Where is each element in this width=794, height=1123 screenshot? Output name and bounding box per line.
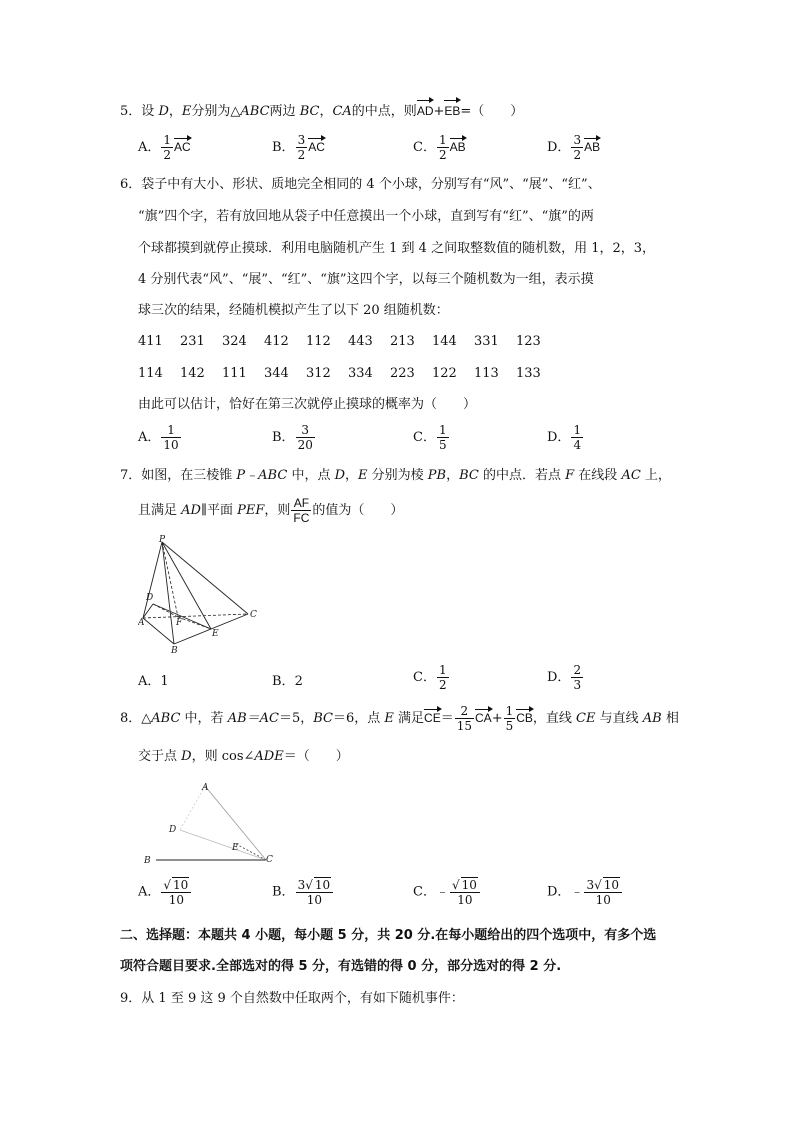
q9-stem: 9．从 1 至 9 这 9 个自然数中任取两个，有如下随机事件： — [120, 991, 464, 1006]
section-2-heading-line-1: 二、选择题：本题共 4 小题，每小题 5 分，共 20 分.在每小题给出的四个选项中，有多个选 — [120, 928, 657, 943]
q8-option-a: A． $\frac{√ 10}{10}$ — [138, 877, 192, 907]
label-d: D — [146, 593, 154, 603]
q7-line-1: 7．如图，在三棱锥 P﹣ABC 中，点 D，E 分别为棱 PB，BC 的中点．若点 F 在线段 AC 上， — [120, 468, 671, 483]
q6-line-2: “旗”四个字，若有放回地从袋子中任意摸出一个小球，直到写有“红”、“旗”的两 — [138, 209, 594, 224]
q5-option-c: C． $\frac{1}{2}$ AB — [413, 133, 466, 162]
label-b: B — [144, 856, 151, 866]
q5-stem: 5．设 D，E分别为△ABC两边 BC，CA的中点，则AD+EB=（ ） — [120, 104, 524, 119]
q7-tetrahedron-figure — [138, 534, 262, 654]
label-e: E — [212, 629, 219, 639]
label-p: P — [159, 535, 166, 545]
label-c: C — [266, 855, 273, 865]
q7-option-c: C． $\frac{1}{2}$ — [413, 663, 447, 692]
q6-random-row-2: 114 142 111 344 312 334 223 122 113 133 — [138, 366, 541, 381]
q7-option-a: A．1 — [138, 674, 169, 689]
q8-option-c: C．﹣ $\frac{√ 10}{10}$ — [413, 877, 481, 907]
q6-line-5: 球三次的结果，经随机模拟产生了以下 20 组随机数： — [138, 303, 449, 318]
label-e: E — [232, 843, 239, 853]
q5-option-d: D． $\frac{3}{2}$ AB — [547, 133, 601, 162]
q6-question: 由此可以估计，恰好在第三次就停止摸球的概率为（ ） — [138, 397, 477, 412]
q6-option-d: D． $\frac{1}{4}$ — [547, 423, 582, 452]
q6-random-row-1: 411 231 324 412 112 443 213 144 331 123 — [138, 334, 541, 349]
q8-line-2: 交于点 D，则 cos∠ADE＝（ ） — [138, 749, 349, 764]
q6-option-a: A． $\frac{1}{10}$ — [138, 423, 179, 452]
label-c: C — [250, 610, 257, 620]
q6-line-1: 6．袋子中有大小、形状、质地完全相同的 4 个小球，分别写有“风”、“展”、“红”、 — [120, 177, 601, 192]
label-a: A — [138, 618, 145, 628]
q6-option-c: C． $\frac{1}{5}$ — [413, 423, 447, 452]
q7-option-b: B．2 — [272, 674, 303, 689]
q8-option-d: D．﹣ $\frac{3√ 10}{10}$ — [547, 877, 623, 907]
q8-triangle-figure — [140, 778, 280, 868]
q7-option-d: D． $\frac{2}{3}$ — [547, 663, 582, 692]
q5-option-b: B． $\frac{3}{2}$ AC — [272, 133, 325, 162]
vector-ad: AD — [416, 104, 434, 118]
q8-line-1: 8．△ABC 中，若 AB＝AC＝5，BC＝6，点 E 满足CE＝ $\frac{2}{15}$ CA+ $\frac{1}{5}$ CB，直线 CE 与直线 AB 相 — [120, 704, 679, 733]
section-2-heading-line-2: 项符合题目要求.全部选对的得 5 分，有选错的得 0 分，部分选对的得 2 分. — [120, 959, 562, 974]
vector-eb: EB — [444, 104, 461, 118]
q7-line-2: 且满足 AD∥平面 PEF，则 $\frac{AF}{FC}$ 的值为（ ） — [138, 496, 404, 525]
q6-line-4: 4 分别代表“风”、“展”、“红”、“旗”这四个字，以每三个随机数为一组，表示摸 — [138, 272, 594, 287]
label-d: D — [169, 825, 177, 835]
q8-option-b: B． $\frac{3√ 10}{10}$ — [272, 877, 334, 907]
label-a: A — [202, 783, 209, 793]
q6-option-b: B． $\frac{3}{20}$ — [272, 423, 313, 452]
label-b: B — [171, 646, 178, 654]
label-f: F — [176, 618, 183, 628]
q5-option-a: A． $\frac{1}{2}$ AC — [138, 133, 191, 162]
q6-line-3: 个球都摸到就停止摸球．利用电脑随机产生 1 到 4 之间取整数值的随机数，用 1，2，3， — [138, 241, 656, 256]
